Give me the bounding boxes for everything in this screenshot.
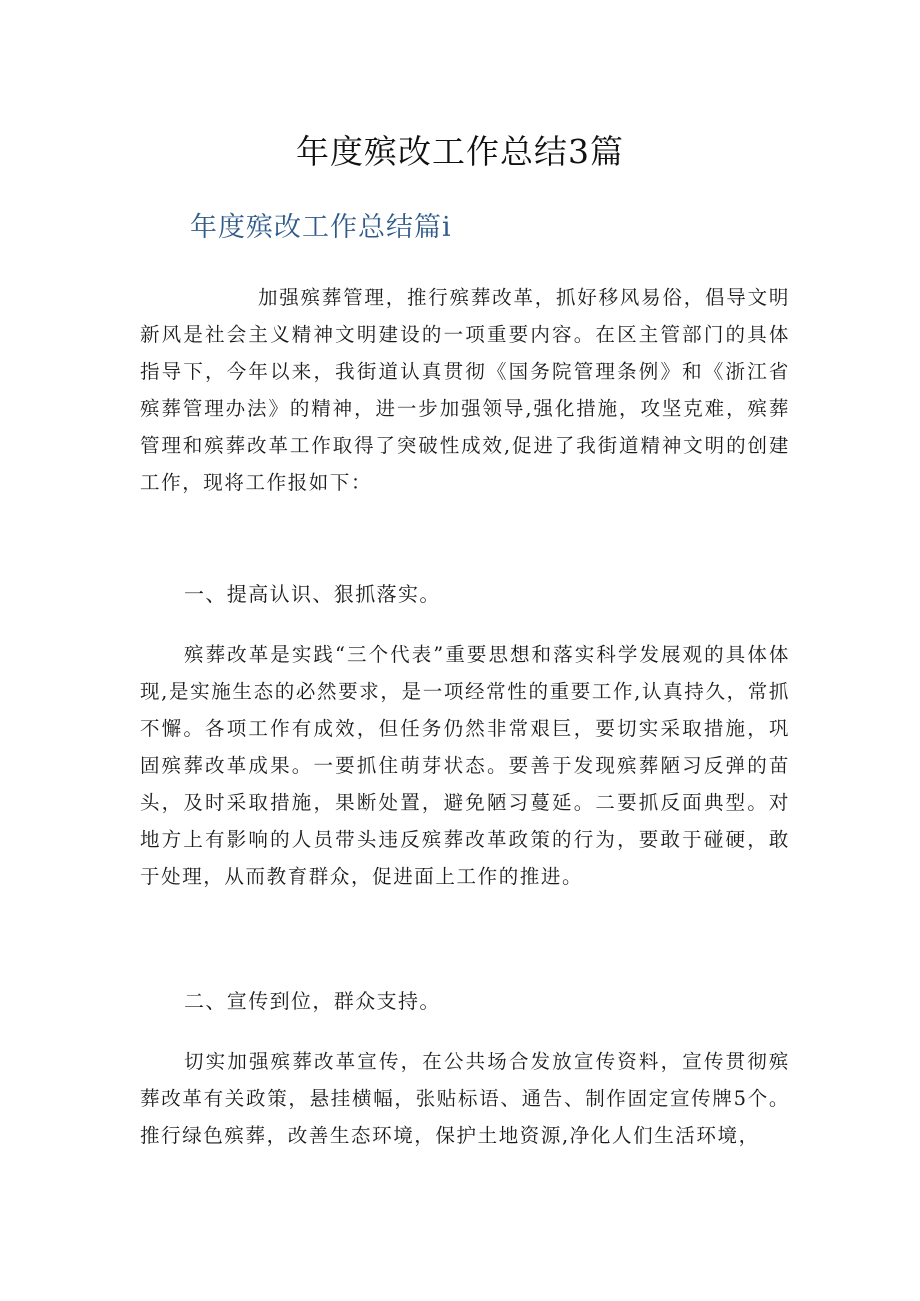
- subheading-one: 一、提高认识、狠抓落实。: [184, 582, 441, 606]
- document-title: 年度殡改工作总结3篇: [296, 132, 624, 171]
- subheading-two: 二、宣传到位，群众支持。: [184, 989, 441, 1013]
- intro-paragraph: 加强殡葬管理，推行殡葬改革，抓好移风易俗，倡导文明新风是社会主义精神文明建设的一项重要内容。在区主管部门的具体指导下，今年以来，我街道认真贯彻《国务院管理条例》和《浙江省殡葬管理办法》的精神，进一步加强领导,强化措施，攻坚克难，殡葬管理和殡葬改革工作取得了突破性成效,促进了我街道精神文明的创建工作，现将工作报如下：: [140, 286, 790, 494]
- paragraph-one: 殡葬改革是实践“三个代表”重要思想和落实科学发展观的具体体现,是实施生态的必然要求，是一项经常性的重要工作,认真持久，常抓不懈。各项工作有成效，但任务仍然非常艰巨，要切实采取措施，巩固殡葬改革成果。一要抓住萌芽状态。要善于发现殡葬陋习反弹的苗头，及时采取措施，果断处置，避免陋习蔓延。二要抓反面典型。对地方上有影响的人员带头违反殡葬改革政策的行为，要敢于碰硬，敢于处理，从而教育群众，促进面上工作的推进。: [140, 643, 790, 888]
- section-heading: 年度殡改工作总结篇i: [190, 212, 452, 243]
- paragraph-two: 切实加强殡葬改革宣传，在公共场合发放宣传资料，宣传贯彻殡葬改革有关政策，悬挂横幅，张贴标语、通告、制作固定宣传牌5个。推行绿色殡葬，改善生态环境，保护土地资源,净化人们生活环境，: [140, 1050, 790, 1147]
